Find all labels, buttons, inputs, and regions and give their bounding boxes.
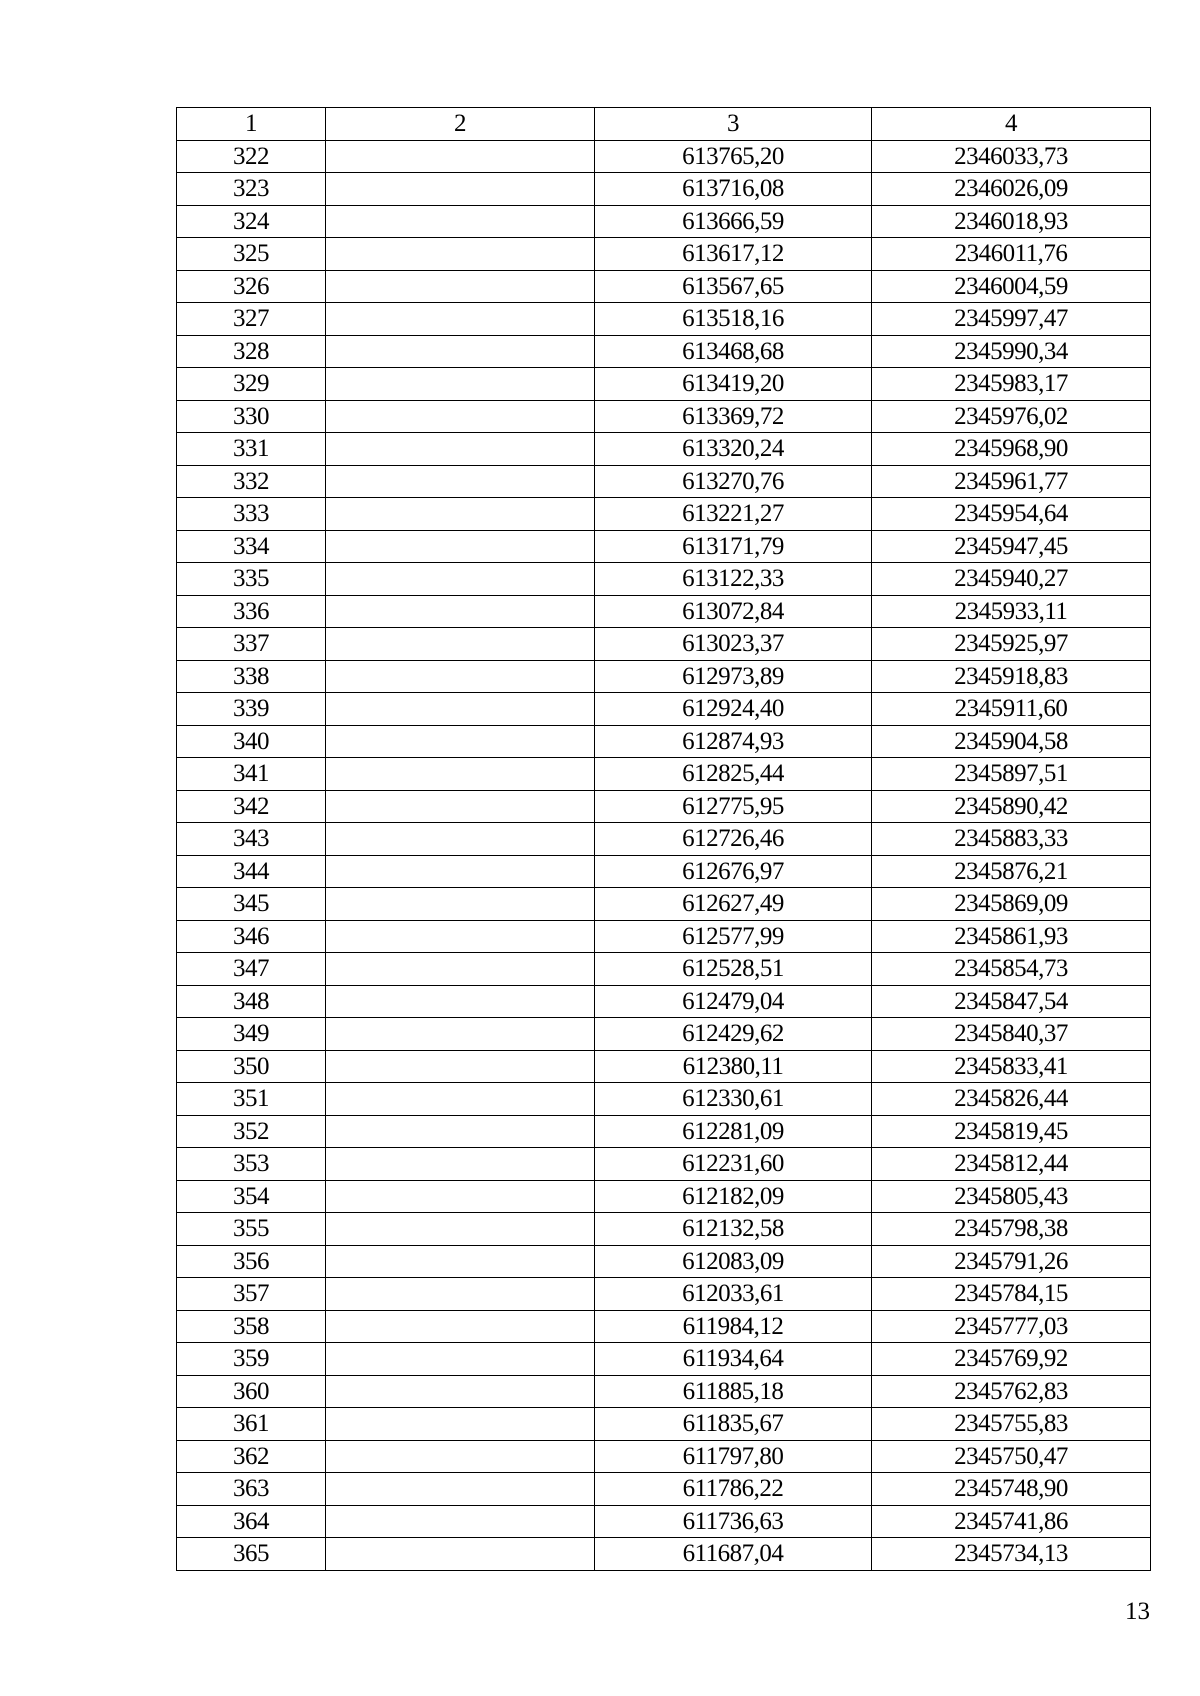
table-cell-col4: 2345798,38 (872, 1213, 1151, 1246)
table-row (177, 368, 1151, 401)
table-cell-col2 (326, 758, 595, 791)
header-cell-col3: 3 (595, 108, 872, 141)
table-cell-col4: 2346011,76 (872, 238, 1151, 271)
table-row (177, 595, 1151, 628)
table-cell-col2 (326, 498, 595, 531)
table-cell-col4: 2345840,37 (872, 1018, 1151, 1051)
table-cell-col3: 612676,97 (595, 855, 872, 888)
table-cell-col3: 611687,04 (595, 1538, 872, 1571)
table-cell-col3: 612874,93 (595, 725, 872, 758)
table-cell-col1: 322 (177, 140, 326, 173)
table-cell-col3: 613023,37 (595, 628, 872, 661)
table-cell-col3: 613666,59 (595, 205, 872, 238)
table-cell-col2 (326, 985, 595, 1018)
table-cell-col3: 613716,08 (595, 173, 872, 206)
table-row (177, 953, 1151, 986)
table-row (177, 530, 1151, 563)
table-cell-col4: 2345741,86 (872, 1505, 1151, 1538)
table-cell-col2 (326, 530, 595, 563)
table-cell-col3: 611835,67 (595, 1408, 872, 1441)
table-cell-col3: 613122,33 (595, 563, 872, 596)
table-cell-col3: 612330,61 (595, 1083, 872, 1116)
table-cell-col2 (326, 1018, 595, 1051)
table-row (177, 140, 1151, 173)
table-cell-col3: 613765,20 (595, 140, 872, 173)
table-cell-col2 (326, 790, 595, 823)
table-cell-col3: 612182,09 (595, 1180, 872, 1213)
table-cell-col4: 2345777,03 (872, 1310, 1151, 1343)
table-cell-col3: 612083,09 (595, 1245, 872, 1278)
table-row (177, 1115, 1151, 1148)
table-cell-col1: 332 (177, 465, 326, 498)
table-row (177, 1180, 1151, 1213)
table-cell-col3: 612528,51 (595, 953, 872, 986)
table-cell-col1: 337 (177, 628, 326, 661)
table-cell-col1: 335 (177, 563, 326, 596)
table-cell-col2 (326, 303, 595, 336)
table-cell-col4: 2345883,33 (872, 823, 1151, 856)
table-row (177, 563, 1151, 596)
table-cell-col3: 611736,63 (595, 1505, 872, 1538)
table-row (177, 1505, 1151, 1538)
table-cell-col4: 2345833,41 (872, 1050, 1151, 1083)
table-cell-col1: 343 (177, 823, 326, 856)
table-row (177, 238, 1151, 271)
table-row (177, 1083, 1151, 1116)
table-cell-col3: 612726,46 (595, 823, 872, 856)
header-cell-col2: 2 (326, 108, 595, 141)
table-row (177, 1408, 1151, 1441)
table-cell-col4: 2345750,47 (872, 1440, 1151, 1473)
table-cell-col2 (326, 1505, 595, 1538)
table-cell-col2 (326, 205, 595, 238)
table-row (177, 1343, 1151, 1376)
table-header (177, 108, 1151, 141)
table-cell-col2 (326, 953, 595, 986)
table-cell-col1: 351 (177, 1083, 326, 1116)
table-cell-col4: 2345954,64 (872, 498, 1151, 531)
table-cell-col2 (326, 1278, 595, 1311)
table-body (177, 140, 1151, 1570)
table-cell-col2 (326, 238, 595, 271)
table-cell-col3: 613171,79 (595, 530, 872, 563)
table-cell-col1: 362 (177, 1440, 326, 1473)
table-cell-col2 (326, 1050, 595, 1083)
table-cell-col1: 346 (177, 920, 326, 953)
table-row (177, 1375, 1151, 1408)
table-cell-col1: 354 (177, 1180, 326, 1213)
table-cell-col1: 326 (177, 270, 326, 303)
table-cell-col1: 342 (177, 790, 326, 823)
table-cell-col3: 611885,18 (595, 1375, 872, 1408)
table-row (177, 1245, 1151, 1278)
table-cell-col2 (326, 1213, 595, 1246)
table-row (177, 270, 1151, 303)
table-cell-col3: 612973,89 (595, 660, 872, 693)
table-cell-col3: 612132,58 (595, 1213, 872, 1246)
table-cell-col2 (326, 335, 595, 368)
table-cell-col3: 613369,72 (595, 400, 872, 433)
table-cell-col4: 2345847,54 (872, 985, 1151, 1018)
table-cell-col3: 611786,22 (595, 1473, 872, 1506)
table-cell-col4: 2345911,60 (872, 693, 1151, 726)
table-cell-col3: 612825,44 (595, 758, 872, 791)
table-cell-col2 (326, 1538, 595, 1571)
table-cell-col2 (326, 1310, 595, 1343)
table-cell-col1: 350 (177, 1050, 326, 1083)
table-row (177, 303, 1151, 336)
table-cell-col2 (326, 368, 595, 401)
table-cell-col1: 323 (177, 173, 326, 206)
table-cell-col1: 355 (177, 1213, 326, 1246)
table-cell-col4: 2345947,45 (872, 530, 1151, 563)
table-cell-col2 (326, 1343, 595, 1376)
table-cell-col2 (326, 855, 595, 888)
table-cell-col2 (326, 725, 595, 758)
table-cell-col4: 2345762,83 (872, 1375, 1151, 1408)
table-row (177, 758, 1151, 791)
table-cell-col4: 2345961,77 (872, 465, 1151, 498)
table-cell-col1: 358 (177, 1310, 326, 1343)
table-cell-col4: 2345925,97 (872, 628, 1151, 661)
table-cell-col1: 329 (177, 368, 326, 401)
table-cell-col3: 612577,99 (595, 920, 872, 953)
table-row (177, 823, 1151, 856)
table-cell-col1: 364 (177, 1505, 326, 1538)
table-cell-col1: 363 (177, 1473, 326, 1506)
table-row (177, 855, 1151, 888)
table-cell-col1: 341 (177, 758, 326, 791)
table-cell-col1: 324 (177, 205, 326, 238)
table-cell-col4: 2345904,58 (872, 725, 1151, 758)
table-row (177, 1538, 1151, 1571)
table-cell-col2 (326, 660, 595, 693)
table-cell-col4: 2345997,47 (872, 303, 1151, 336)
table-cell-col2 (326, 1375, 595, 1408)
table-cell-col4: 2345940,27 (872, 563, 1151, 596)
table-row (177, 433, 1151, 466)
table-row (177, 1278, 1151, 1311)
table-cell-col4: 2345897,51 (872, 758, 1151, 791)
table-cell-col3: 612231,60 (595, 1148, 872, 1181)
table-cell-col3: 613072,84 (595, 595, 872, 628)
table-cell-col4: 2346033,73 (872, 140, 1151, 173)
table-cell-col1: 339 (177, 693, 326, 726)
table-cell-col2 (326, 465, 595, 498)
table-row (177, 1440, 1151, 1473)
header-cell-col4: 4 (872, 108, 1151, 141)
table-cell-col4: 2345968,90 (872, 433, 1151, 466)
table-cell-col4: 2345826,44 (872, 1083, 1151, 1116)
table-cell-col2 (326, 823, 595, 856)
table-row (177, 660, 1151, 693)
table-cell-col3: 611797,80 (595, 1440, 872, 1473)
table-cell-col3: 613320,24 (595, 433, 872, 466)
table-cell-col4: 2345861,93 (872, 920, 1151, 953)
table-cell-col1: 357 (177, 1278, 326, 1311)
table-row (177, 1018, 1151, 1051)
table-cell-col1: 330 (177, 400, 326, 433)
table-row (177, 173, 1151, 206)
table-cell-col1: 365 (177, 1538, 326, 1571)
table-cell-col2 (326, 888, 595, 921)
table-cell-col2 (326, 1473, 595, 1506)
table-cell-col1: 347 (177, 953, 326, 986)
table-cell-col4: 2345983,17 (872, 368, 1151, 401)
table-row (177, 725, 1151, 758)
table-cell-col2 (326, 1115, 595, 1148)
coordinates-table (176, 107, 1151, 1571)
table-row (177, 888, 1151, 921)
table-cell-col3: 612380,11 (595, 1050, 872, 1083)
table-row (177, 628, 1151, 661)
table-row (177, 335, 1151, 368)
table-cell-col3: 611984,12 (595, 1310, 872, 1343)
table-row (177, 1310, 1151, 1343)
table-cell-col2 (326, 400, 595, 433)
table-cell-col3: 612281,09 (595, 1115, 872, 1148)
table-cell-col1: 352 (177, 1115, 326, 1148)
table-row (177, 498, 1151, 531)
table-cell-col3: 612479,04 (595, 985, 872, 1018)
table-cell-col2 (326, 140, 595, 173)
table-cell-col4: 2345854,73 (872, 953, 1151, 986)
table-cell-col1: 340 (177, 725, 326, 758)
table-cell-col4: 2345805,43 (872, 1180, 1151, 1213)
table-cell-col3: 613468,68 (595, 335, 872, 368)
header-row (177, 108, 1151, 141)
table-cell-col3: 612429,62 (595, 1018, 872, 1051)
table-cell-col2 (326, 1245, 595, 1278)
table-cell-col1: 334 (177, 530, 326, 563)
table-row (177, 1473, 1151, 1506)
table-cell-col4: 2345784,15 (872, 1278, 1151, 1311)
header-cell-col1: 1 (177, 108, 326, 141)
table-cell-col1: 328 (177, 335, 326, 368)
table-cell-col2 (326, 1408, 595, 1441)
table-cell-col1: 345 (177, 888, 326, 921)
table-cell-col1: 344 (177, 855, 326, 888)
table-cell-col3: 612033,61 (595, 1278, 872, 1311)
table-cell-col4: 2345869,09 (872, 888, 1151, 921)
table-cell-col1: 331 (177, 433, 326, 466)
table-cell-col2 (326, 595, 595, 628)
table-cell-col1: 325 (177, 238, 326, 271)
table-row (177, 465, 1151, 498)
table-cell-col4: 2345890,42 (872, 790, 1151, 823)
table-cell-col1: 349 (177, 1018, 326, 1051)
table-row (177, 790, 1151, 823)
table-cell-col3: 613518,16 (595, 303, 872, 336)
table-cell-col2 (326, 433, 595, 466)
table-cell-col4: 2345876,21 (872, 855, 1151, 888)
table-cell-col4: 2345734,13 (872, 1538, 1151, 1571)
table-row (177, 400, 1151, 433)
table-cell-col3: 613567,65 (595, 270, 872, 303)
table-cell-col3: 613617,12 (595, 238, 872, 271)
table-cell-col2 (326, 1440, 595, 1473)
table-cell-col2 (326, 173, 595, 206)
table-cell-col2 (326, 270, 595, 303)
table-cell-col3: 612924,40 (595, 693, 872, 726)
table-cell-col3: 612775,95 (595, 790, 872, 823)
table-cell-col2 (326, 920, 595, 953)
table-cell-col4: 2345933,11 (872, 595, 1151, 628)
table-cell-col1: 361 (177, 1408, 326, 1441)
table-cell-col1: 356 (177, 1245, 326, 1278)
table-cell-col4: 2345819,45 (872, 1115, 1151, 1148)
table-cell-col1: 327 (177, 303, 326, 336)
table-cell-col3: 613270,76 (595, 465, 872, 498)
table-cell-col2 (326, 628, 595, 661)
table-cell-col4: 2345769,92 (872, 1343, 1151, 1376)
table-cell-col1: 338 (177, 660, 326, 693)
table-cell-col1: 333 (177, 498, 326, 531)
table-cell-col4: 2345990,34 (872, 335, 1151, 368)
table-row (177, 920, 1151, 953)
table-cell-col1: 360 (177, 1375, 326, 1408)
table-cell-col3: 612627,49 (595, 888, 872, 921)
table-row (177, 205, 1151, 238)
table-row (177, 985, 1151, 1018)
table-cell-col4: 2345755,83 (872, 1408, 1151, 1441)
table-cell-col4: 2346018,93 (872, 205, 1151, 238)
table-cell-col3: 613221,27 (595, 498, 872, 531)
table-cell-col4: 2346026,09 (872, 173, 1151, 206)
table-cell-col4: 2345918,83 (872, 660, 1151, 693)
table-cell-col4: 2345748,90 (872, 1473, 1151, 1506)
table-cell-col4: 2345791,26 (872, 1245, 1151, 1278)
table-cell-col4: 2345976,02 (872, 400, 1151, 433)
table-row (177, 1148, 1151, 1181)
table-row (177, 1050, 1151, 1083)
table-cell-col2 (326, 563, 595, 596)
table-cell-col1: 336 (177, 595, 326, 628)
table-cell-col2 (326, 693, 595, 726)
page-number: 13 (1125, 1598, 1150, 1625)
table-cell-col4: 2346004,59 (872, 270, 1151, 303)
table-row (177, 1213, 1151, 1246)
table-cell-col3: 613419,20 (595, 368, 872, 401)
table-cell-col1: 348 (177, 985, 326, 1018)
table-cell-col1: 359 (177, 1343, 326, 1376)
table-cell-col2 (326, 1083, 595, 1116)
table-cell-col2 (326, 1180, 595, 1213)
table-cell-col4: 2345812,44 (872, 1148, 1151, 1181)
table-cell-col3: 611934,64 (595, 1343, 872, 1376)
table-cell-col2 (326, 1148, 595, 1181)
table-cell-col1: 353 (177, 1148, 326, 1181)
table-row (177, 693, 1151, 726)
